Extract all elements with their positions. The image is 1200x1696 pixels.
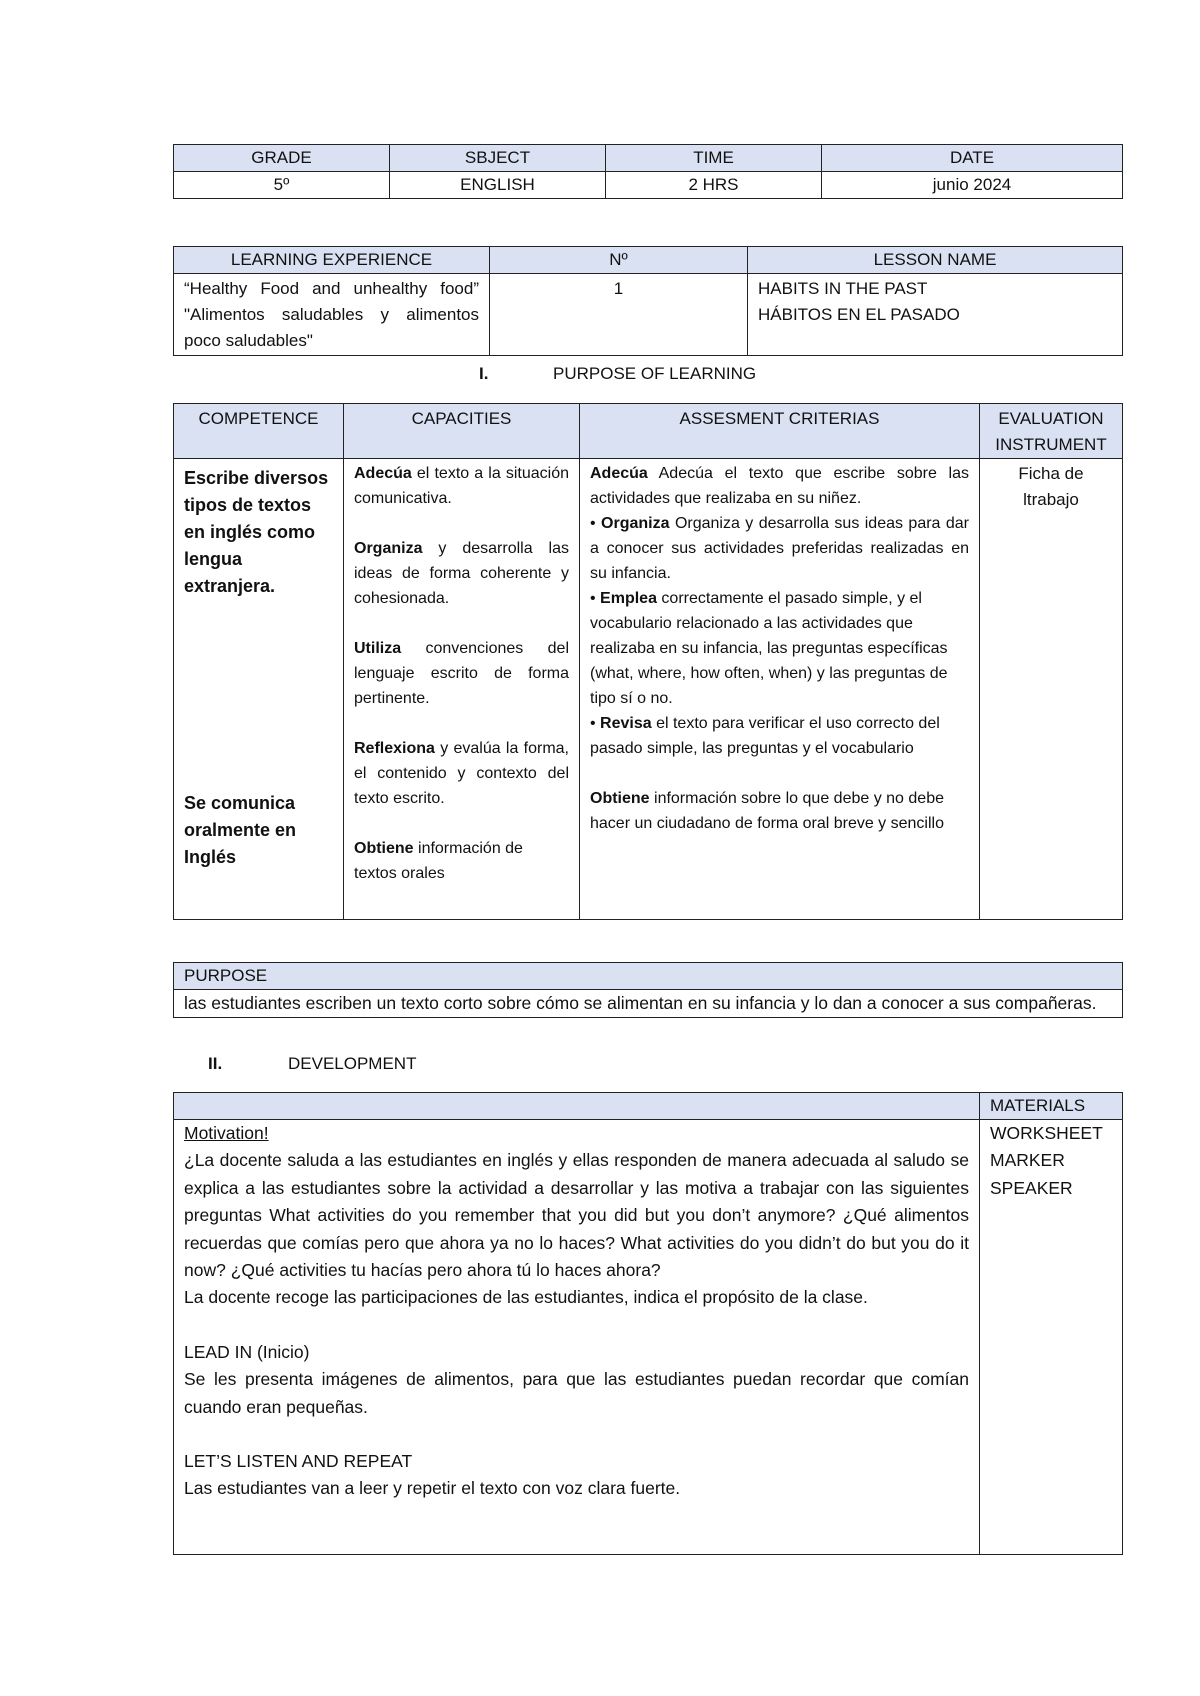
- learning-experience-text: “Healthy Food and unhealthy food” "Alimentos saludables y alimentos poco saludables": [174, 274, 490, 356]
- purpose-table: [173, 962, 1123, 1018]
- learning-experience-header: LEARNING EXPERIENCE: [174, 247, 490, 274]
- motivation-text-2: La docente recoge las participaciones de las estudiantes, indica el propósito de la clase.: [184, 1287, 868, 1308]
- date-value: junio 2024: [822, 172, 1123, 199]
- instrument-cell: Ficha de ltrabajo: [980, 459, 1123, 920]
- motivation-title: Motivation!: [184, 1123, 269, 1143]
- capacity-item: Obtiene información de textos orales: [354, 840, 523, 882]
- info-table: [173, 144, 1123, 199]
- purpose-header: PURPOSE: [174, 963, 1123, 990]
- competence-writing: Escribe diversos tipos de textos en inglés como lengua extranjera.: [184, 468, 329, 596]
- capacity-item: Organiza y desarrolla las ideas de forma coherente y cohesionada.: [354, 540, 569, 607]
- lead-in-title: LEAD IN (Inicio): [184, 1341, 310, 1362]
- materials-cell: [980, 1120, 1123, 1555]
- criteria-item: • Organiza Organiza y desarrolla sus ideas para dar a conocer sus actividades preferidas realizadas en su infancia.: [590, 515, 970, 582]
- lesson-name-spanish: HÁBITOS EN EL PASADO: [758, 305, 960, 324]
- competence-table: [173, 403, 1123, 920]
- lesson-name-header: LESSON NAME: [748, 247, 1123, 274]
- grade-value: 5º: [174, 172, 390, 199]
- capacities-cell: [344, 459, 580, 920]
- material-item: WORKSHEET: [990, 1123, 1103, 1143]
- section-number: I.: [479, 364, 489, 383]
- listen-title: LET’S LISTEN AND REPEAT: [184, 1451, 413, 1472]
- section-title: DEVELOPMENT: [288, 1054, 417, 1073]
- section-number: II.: [208, 1054, 223, 1073]
- material-item: MARKER: [990, 1150, 1065, 1171]
- criteria-item: Obtiene información sobre lo que debe y no debe hacer un ciudadano de forma oral breve y sencillo: [590, 790, 944, 832]
- instrument-header: EVALUATION INSTRUMENT: [980, 404, 1123, 459]
- lesson-number: 1: [490, 274, 748, 356]
- section-title: PURPOSE OF LEARNING: [553, 364, 757, 383]
- motivation-text: ¿La docente saluda a las estudiantes en inglés y ellas responden de manera adecuada al saludo se explica a las estudiantes sobre la actividad a desarrollar y las motiva a trabajar con las siguientes preguntas What activities do you remember that you did but you don’t anymore? ¿Qué alimentos recuerdas que comías pero que ahora ya no lo haces? What activities do you didn’t do but you do it now? ¿Qué activities tu hacías pero ahora tú lo haces ahora?: [184, 1150, 969, 1281]
- listen-text: Las estudiantes van a leer y repetir el texto con voz clara fuerte.: [184, 1478, 681, 1499]
- subject-header: SBJECT: [390, 145, 606, 172]
- experience-table: [173, 246, 1123, 356]
- development-table: [173, 1092, 1123, 1555]
- criteria-item: Adecúa Adecúa el texto que escribe sobre las actividades que realizaba en su niñez.: [590, 465, 969, 507]
- grade-header: GRADE: [174, 145, 390, 172]
- development-body: [174, 1120, 980, 1555]
- lesson-name: [748, 274, 1123, 356]
- criteria-item: • Revisa el texto para verificar el uso correcto del pasado simple, las preguntas y el vocabulario: [590, 715, 940, 757]
- time-header: TIME: [606, 145, 822, 172]
- materials-header: MATERIALS: [980, 1093, 1123, 1120]
- date-header: DATE: [822, 145, 1123, 172]
- development-header-blank: [174, 1093, 980, 1120]
- section-development: [0, 1053, 1200, 1075]
- capacities-header: CAPACITIES: [344, 404, 580, 459]
- competence-cell: [174, 459, 344, 920]
- capacity-item: Adecúa el texto a la situación comunicativa.: [354, 465, 569, 507]
- lesson-name-english: HABITS IN THE PAST: [758, 279, 928, 298]
- time-value: 2 HRS: [606, 172, 822, 199]
- criteria-cell: [580, 459, 980, 920]
- number-header: Nº: [490, 247, 748, 274]
- material-item: SPEAKER: [990, 1177, 1073, 1198]
- competence-header: COMPETENCE: [174, 404, 344, 459]
- purpose-text: las estudiantes escriben un texto corto sobre cómo se alimentan en su infancia y lo dan a conocer a sus compañeras.: [174, 990, 1123, 1018]
- section-purpose-of-learning: [0, 363, 1200, 385]
- competence-oral: Se comunica oralmente en Inglés: [184, 793, 297, 867]
- criteria-header: ASSESMENT CRITERIAS: [580, 404, 980, 459]
- criteria-item: • Emplea correctamente el pasado simple, y el vocabulario relacionado a las actividades que realizaba en su infancia, las preguntas específicas (what, where, how often, when) y las preguntas de tipo sí o no.: [590, 590, 948, 707]
- lead-in-text: Se les presenta imágenes de alimentos, para que las estudiantes puedan recordar que comían cuando eran pequeñas.: [184, 1369, 969, 1417]
- subject-value: ENGLISH: [390, 172, 606, 199]
- capacity-item: Utiliza convenciones del lenguaje escrito de forma pertinente.: [354, 640, 569, 707]
- capacity-item: Reflexiona y evalúa la forma, el contenido y contexto del texto escrito.: [354, 740, 569, 807]
